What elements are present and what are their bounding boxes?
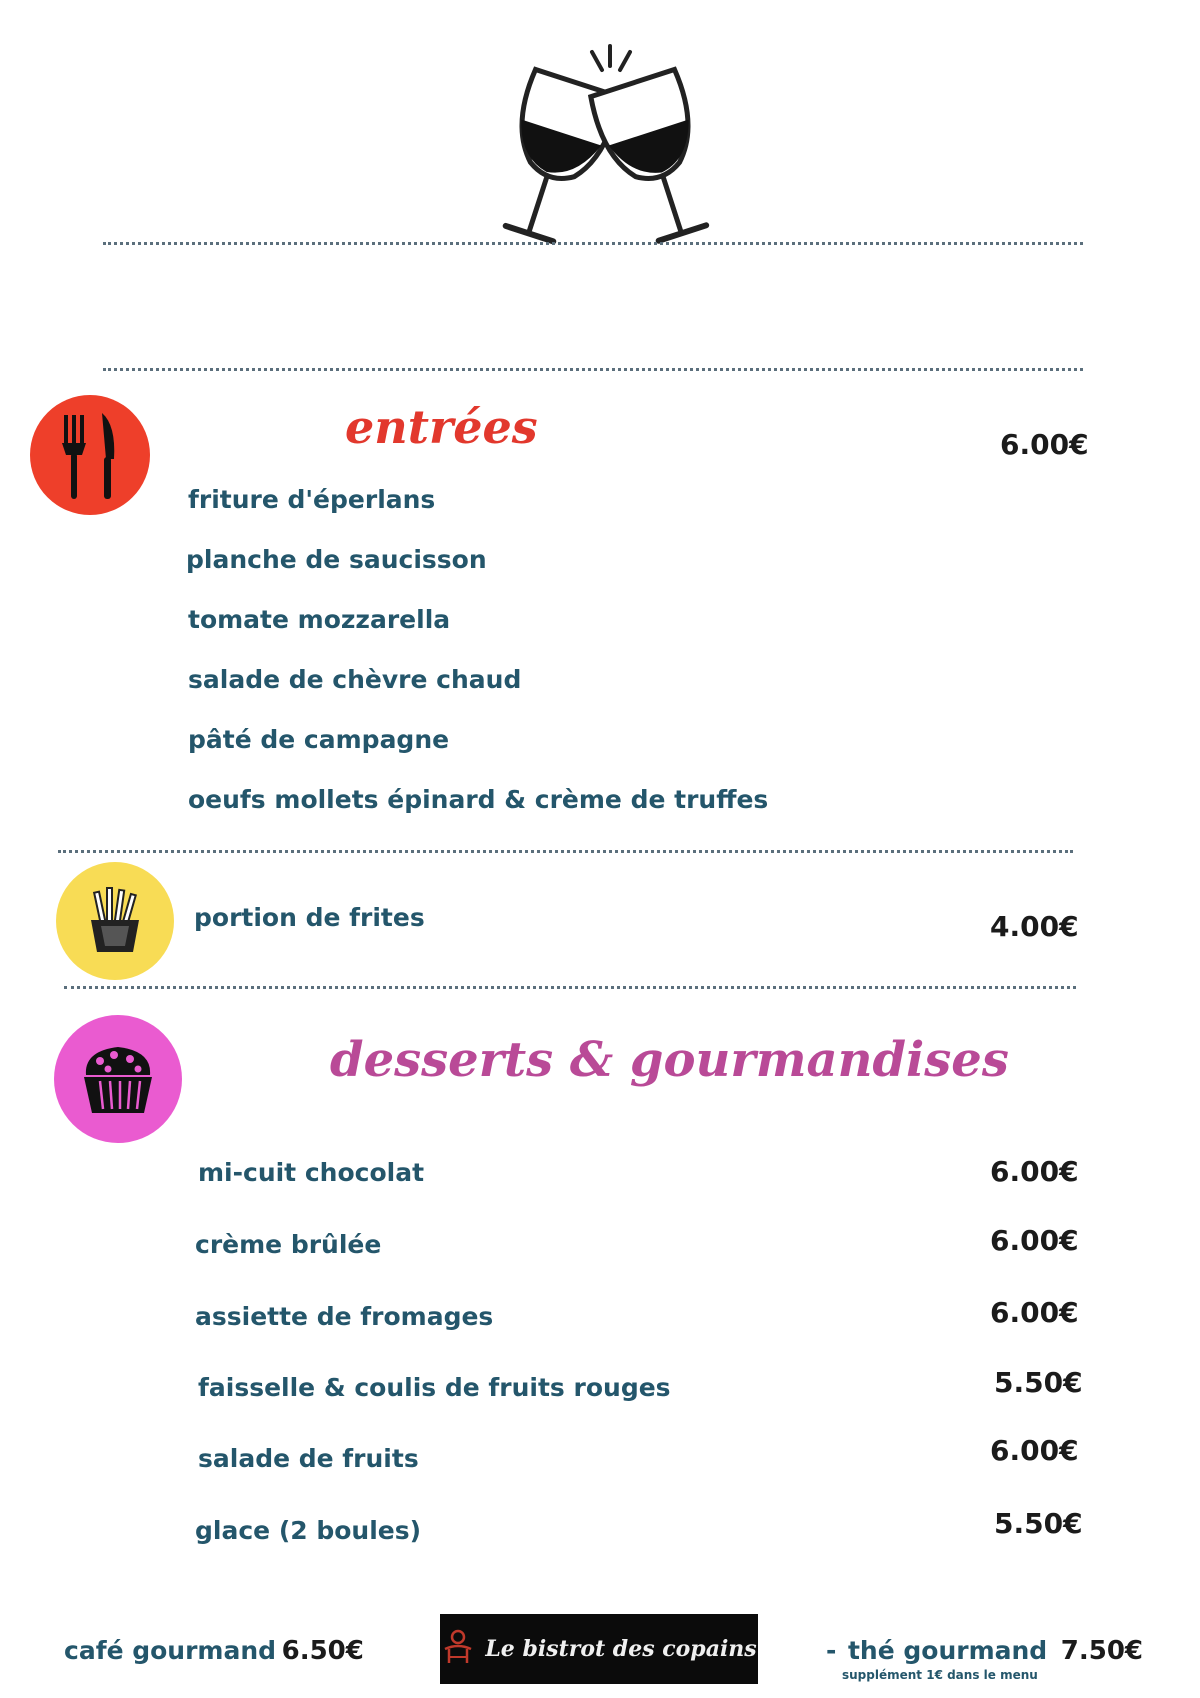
list-item: friture d'éperlans (188, 485, 436, 514)
the-gourmand (826, 1636, 1143, 1666)
fries-icon (56, 862, 174, 980)
list-item-price: 5.50€ (994, 1507, 1083, 1540)
list-item: oeufs mollets épinard & crème de truffes (188, 785, 769, 814)
the-gourmand-prefix: - (826, 1636, 837, 1665)
list-item-price: 6.00€ (990, 1224, 1079, 1257)
list-item: pâté de campagne (188, 725, 450, 754)
list-item: crème brûlée (195, 1230, 382, 1259)
divider (103, 242, 1083, 245)
bistrot-logo-text: Le bistrot des copains (485, 1636, 757, 1662)
frites-label: portion de frites (194, 903, 425, 932)
the-gourmand-label: thé gourmand (847, 1636, 1048, 1665)
entrees-price: 6.00€ (1000, 428, 1089, 461)
list-item: faisselle & coulis de fruits rouges (198, 1373, 671, 1402)
divider (64, 986, 1076, 989)
cafe-gourmand-label: café gourmand (64, 1636, 277, 1665)
list-item-price: 6.00€ (990, 1434, 1079, 1467)
list-item: mi-cuit chocolat (198, 1158, 425, 1187)
bistrot-logo-mark (441, 1627, 475, 1671)
frites-price: 4.00€ (990, 910, 1079, 943)
list-item-price: 6.00€ (990, 1155, 1079, 1188)
bistrot-logo (440, 1614, 758, 1684)
cafe-gourmand-price: 6.50€ (281, 1636, 364, 1666)
list-item: tomate mozzarella (188, 605, 451, 634)
list-item: salade de chèvre chaud (188, 665, 522, 694)
cafe-gourmand (64, 1636, 364, 1666)
list-item: salade de fruits (198, 1444, 419, 1473)
entrees-title: entrées (345, 400, 538, 454)
list-item-price: 6.00€ (990, 1296, 1079, 1329)
fork-knife-icon (30, 395, 150, 515)
list-item: planche de saucisson (186, 545, 487, 574)
list-item: assiette de fromages (195, 1302, 494, 1331)
desserts-title: desserts & gourmandises (330, 1032, 1009, 1088)
the-gourmand-note: supplément 1€ dans le menu (842, 1668, 1038, 1682)
list-item-price: 5.50€ (994, 1366, 1083, 1399)
cupcake-icon (54, 1015, 182, 1143)
clinking-wine-glasses-icon (490, 40, 720, 245)
divider (103, 368, 1083, 371)
list-item: glace (2 boules) (195, 1516, 422, 1545)
divider (58, 850, 1073, 853)
the-gourmand-price: 7.50€ (1060, 1636, 1144, 1666)
